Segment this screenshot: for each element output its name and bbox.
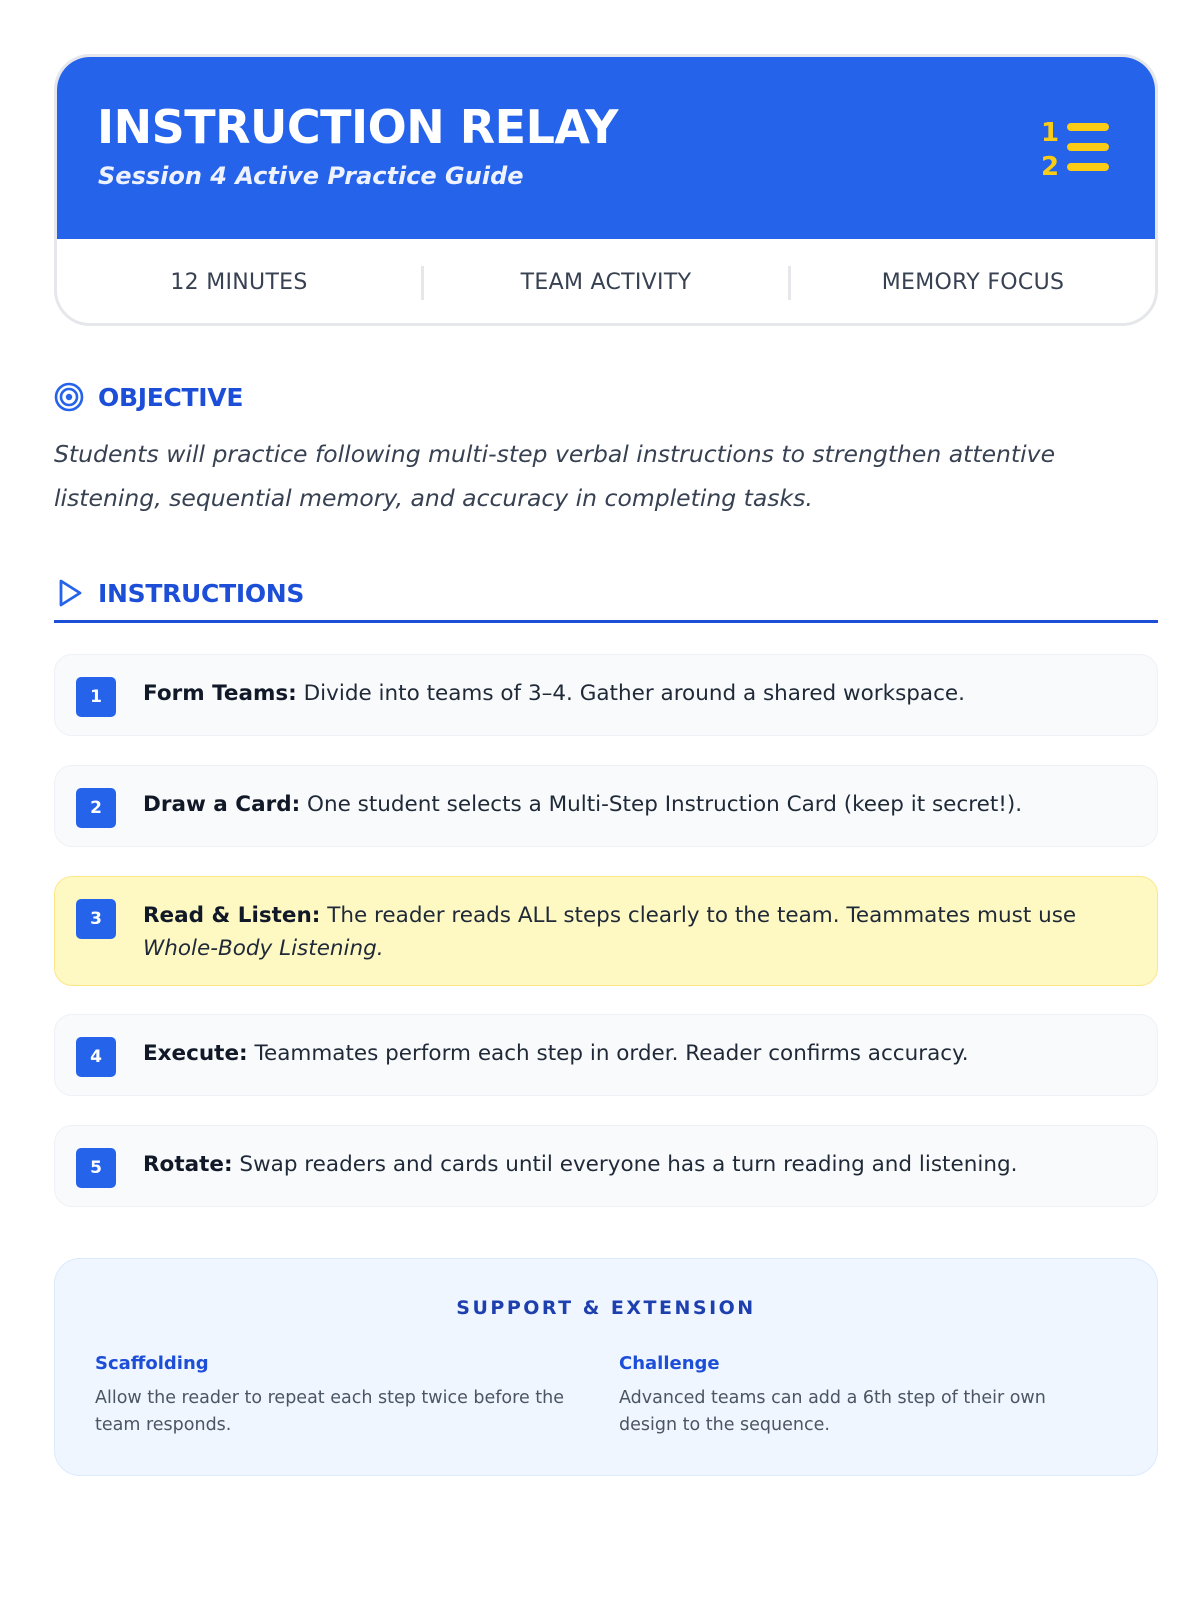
step-card [54, 765, 1158, 847]
step-emphasis: Whole-Body Listening. [143, 936, 384, 961]
step-number: 1 [76, 677, 116, 717]
step-card [54, 654, 1158, 736]
step-card [54, 1014, 1158, 1096]
step-label: Read & Listen: [143, 903, 321, 928]
step-body: One student selects a Multi-Step Instruction Card (keep it secret!). [307, 792, 1023, 817]
step-text [143, 1037, 1131, 1070]
objective-text: Students will practice following multi-step verbal instructions to strengthen attentive listening, sequential memory, and accuracy in completing tasks. [54, 440, 1056, 512]
step-number: 3 [76, 899, 116, 939]
target-icon [54, 382, 84, 412]
step-label: Form Teams: [143, 681, 297, 706]
instructions-label: INSTRUCTIONS [98, 578, 305, 608]
objective-label: OBJECTIVE [98, 382, 244, 412]
page-subtitle: Session 4 Active Practice Guide [98, 162, 524, 190]
challenge-text: Advanced teams can add a 6th step of their own design to the sequence. [619, 1388, 1046, 1435]
step-card-highlighted [54, 876, 1158, 986]
challenge-column [619, 1351, 1109, 1439]
scaffolding-label: Scaffolding [95, 1353, 209, 1374]
step-card [54, 1125, 1158, 1207]
step-body: The reader reads ALL steps clearly to the team. Teammates must use [327, 903, 1077, 928]
step-text [143, 899, 1131, 965]
header-card [54, 54, 1158, 326]
meta-row [57, 239, 1155, 326]
step-text [143, 677, 1131, 710]
meta-focus: MEMORY FOCUS [881, 270, 1065, 295]
support-title: SUPPORT & EXTENSION [456, 1297, 756, 1319]
section-divider [54, 620, 1158, 623]
svg-text:2: 2 [1041, 152, 1060, 181]
play-icon [54, 578, 84, 608]
support-extension-box [54, 1258, 1158, 1476]
meta-duration: 12 MINUTES [170, 270, 308, 295]
step-number: 5 [76, 1148, 116, 1188]
title-banner [57, 57, 1155, 239]
svg-text:1: 1 [1041, 118, 1060, 148]
objective-heading [54, 382, 243, 412]
step-body: Divide into teams of 3–4. Gather around a shared workspace. [303, 681, 965, 706]
step-body: Swap readers and cards until everyone has a turn reading and listening. [239, 1152, 1018, 1177]
challenge-label: Challenge [619, 1353, 720, 1374]
step-label: Rotate: [143, 1152, 233, 1177]
step-body: Teammates perform each step in order. Reader confirms accuracy. [254, 1041, 969, 1066]
step-number: 2 [76, 788, 116, 828]
step-text [143, 788, 1131, 821]
page-title: INSTRUCTION RELAY [97, 100, 618, 154]
meta-activity-type: TEAM ACTIVITY [520, 270, 692, 295]
scaffolding-text: Allow the reader to repeat each step twice before the team responds. [95, 1388, 564, 1435]
scaffolding-column [95, 1351, 585, 1439]
step-label: Draw a Card: [143, 792, 301, 817]
step-number: 4 [76, 1037, 116, 1077]
step-label: Execute: [143, 1041, 248, 1066]
numbered-list-icon [1041, 115, 1111, 181]
instructions-heading [54, 578, 304, 608]
step-text [143, 1148, 1131, 1181]
